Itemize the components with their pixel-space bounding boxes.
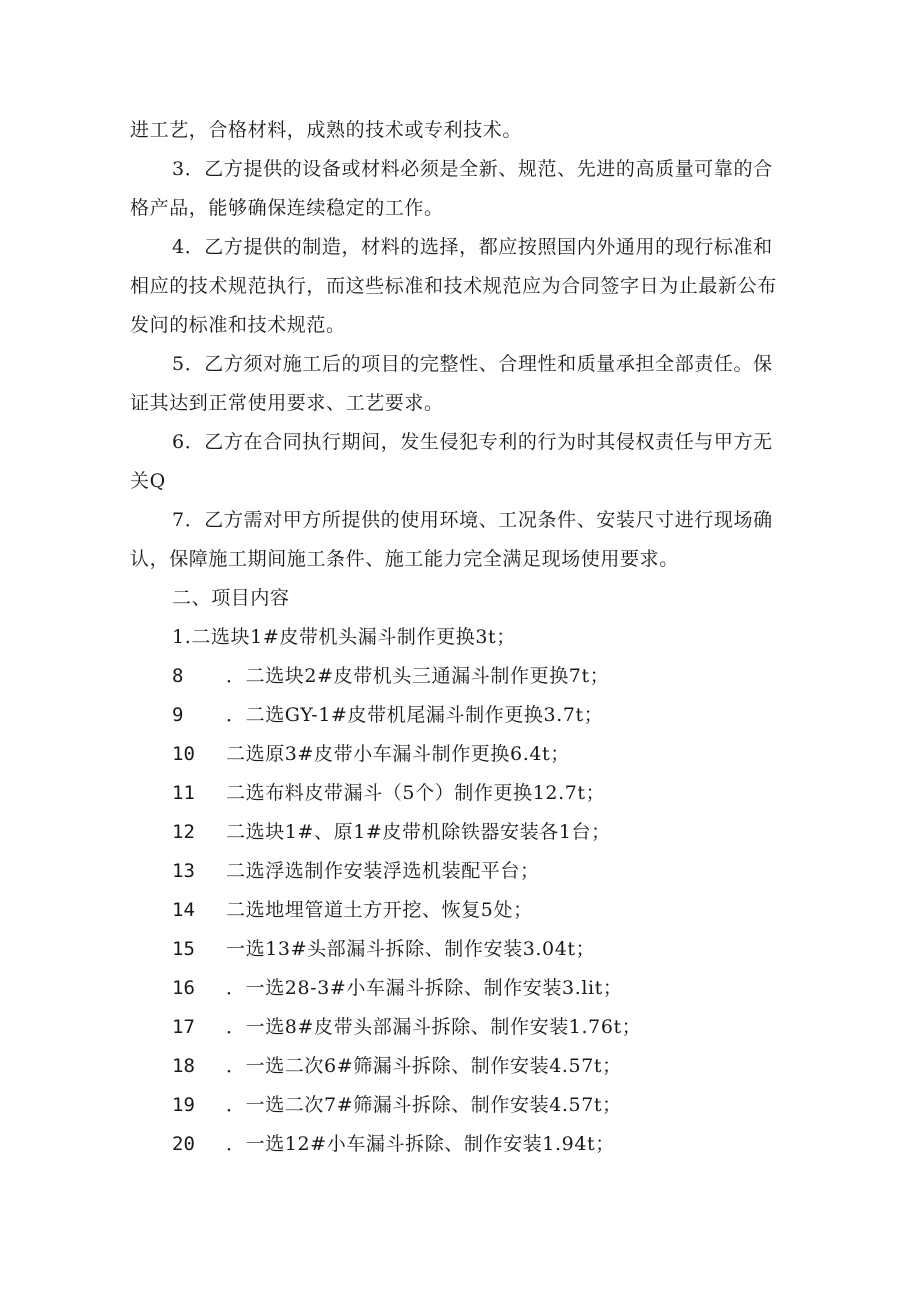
clause-5-line-2: 证其达到正常使用要求、工艺要求。 [130, 392, 444, 414]
list-item-number: 10 [172, 743, 195, 765]
list-item-text: 一选13#头部漏斗拆除、制作安装3.04t； [226, 938, 596, 960]
clause-3-line-2: 格产品，能够确保连续稳定的工作。 [130, 197, 444, 219]
clause-6-line-1: 6．乙方在合同执行期间，发生侵犯专利的行为时其侵权责任与甲方无 [172, 431, 773, 453]
list-item-1: 1.二选块1#皮带机头漏斗制作更换3t； [172, 626, 516, 648]
clause-5-line-1: 5．乙方须对施工后的项目的完整性、合理性和质量承担全部责任。保 [172, 353, 773, 375]
list-item-number: 9 [172, 704, 184, 726]
list-item-number: 18 [172, 1055, 195, 1077]
list-item-text: 二选块1#、原1#皮带机除铁器安装各1台； [226, 821, 611, 843]
list-item-text: 二选布料皮带漏斗（5个）制作更换12.7t； [226, 782, 606, 804]
list-item-number: 14 [172, 899, 195, 921]
clause-4-line-3: 发问的标准和技术规范。 [130, 314, 346, 336]
list-item-number: 13 [172, 860, 195, 882]
list-item-text: ．一选二次6#筛漏斗拆除、制作安装4.57t； [226, 1055, 622, 1077]
list-item-text: 二选浮选制作安装浮选机装配平台； [226, 860, 540, 882]
list-item-number: 17 [172, 1016, 195, 1038]
list-item-number: 15 [172, 938, 195, 960]
list-item-number: 12 [172, 821, 195, 843]
paragraph-line: 进工艺，合格材料，成熟的技术或专利技术。 [130, 119, 523, 141]
clause-4-line-2: 相应的技术规范执行，而这些标准和技术规范应为合同签字日为止最新公布 [130, 275, 777, 297]
section-heading: 二、项目内容 [172, 587, 290, 609]
clause-7-line-2: 认，保障施工期间施工条件、施工能力完全满足现场使用要求。 [130, 548, 679, 570]
list-item-text: ．一选二次7#筛漏斗拆除、制作安装4.57t； [226, 1094, 622, 1116]
list-item-text: ．二选块2#皮带机头三通漏斗制作更换7t； [226, 665, 610, 687]
clause-7-line-1: 7．乙方需对甲方所提供的使用环境、工况条件、安装尺寸进行现场确 [172, 509, 773, 531]
list-item-number: 20 [172, 1133, 195, 1155]
clause-3-line-1: 3．乙方提供的设备或材料必须是全新、规范、先进的高质量可靠的合 [172, 158, 773, 180]
clause-4-line-1: 4．乙方提供的制造，材料的选择，都应按照国内外通用的现行标准和 [172, 236, 773, 258]
list-item-number: 11 [172, 782, 195, 804]
list-item-text: 二选地埋管道土方开挖、恢复5处； [226, 899, 533, 921]
list-item-text: ．二选GY-1#皮带机尾漏斗制作更换3.7t； [226, 704, 604, 726]
list-item-number: 8 [172, 665, 184, 687]
list-item-text: ．一选28-3#小车漏斗拆除、制作安装3.lit； [226, 977, 623, 999]
list-item-text: 二选原3#皮带小车漏斗制作更换6.4t； [226, 743, 570, 765]
clause-6-line-2: 关Q [130, 470, 166, 492]
list-item-number: 16 [172, 977, 195, 999]
list-item-number: 19 [172, 1094, 195, 1116]
list-item-text: ．一选12#小车漏斗拆除、制作安装1.94t； [226, 1133, 615, 1155]
list-item-text: ．一选8#皮带头部漏斗拆除、制作安装1.76t； [226, 1016, 642, 1038]
